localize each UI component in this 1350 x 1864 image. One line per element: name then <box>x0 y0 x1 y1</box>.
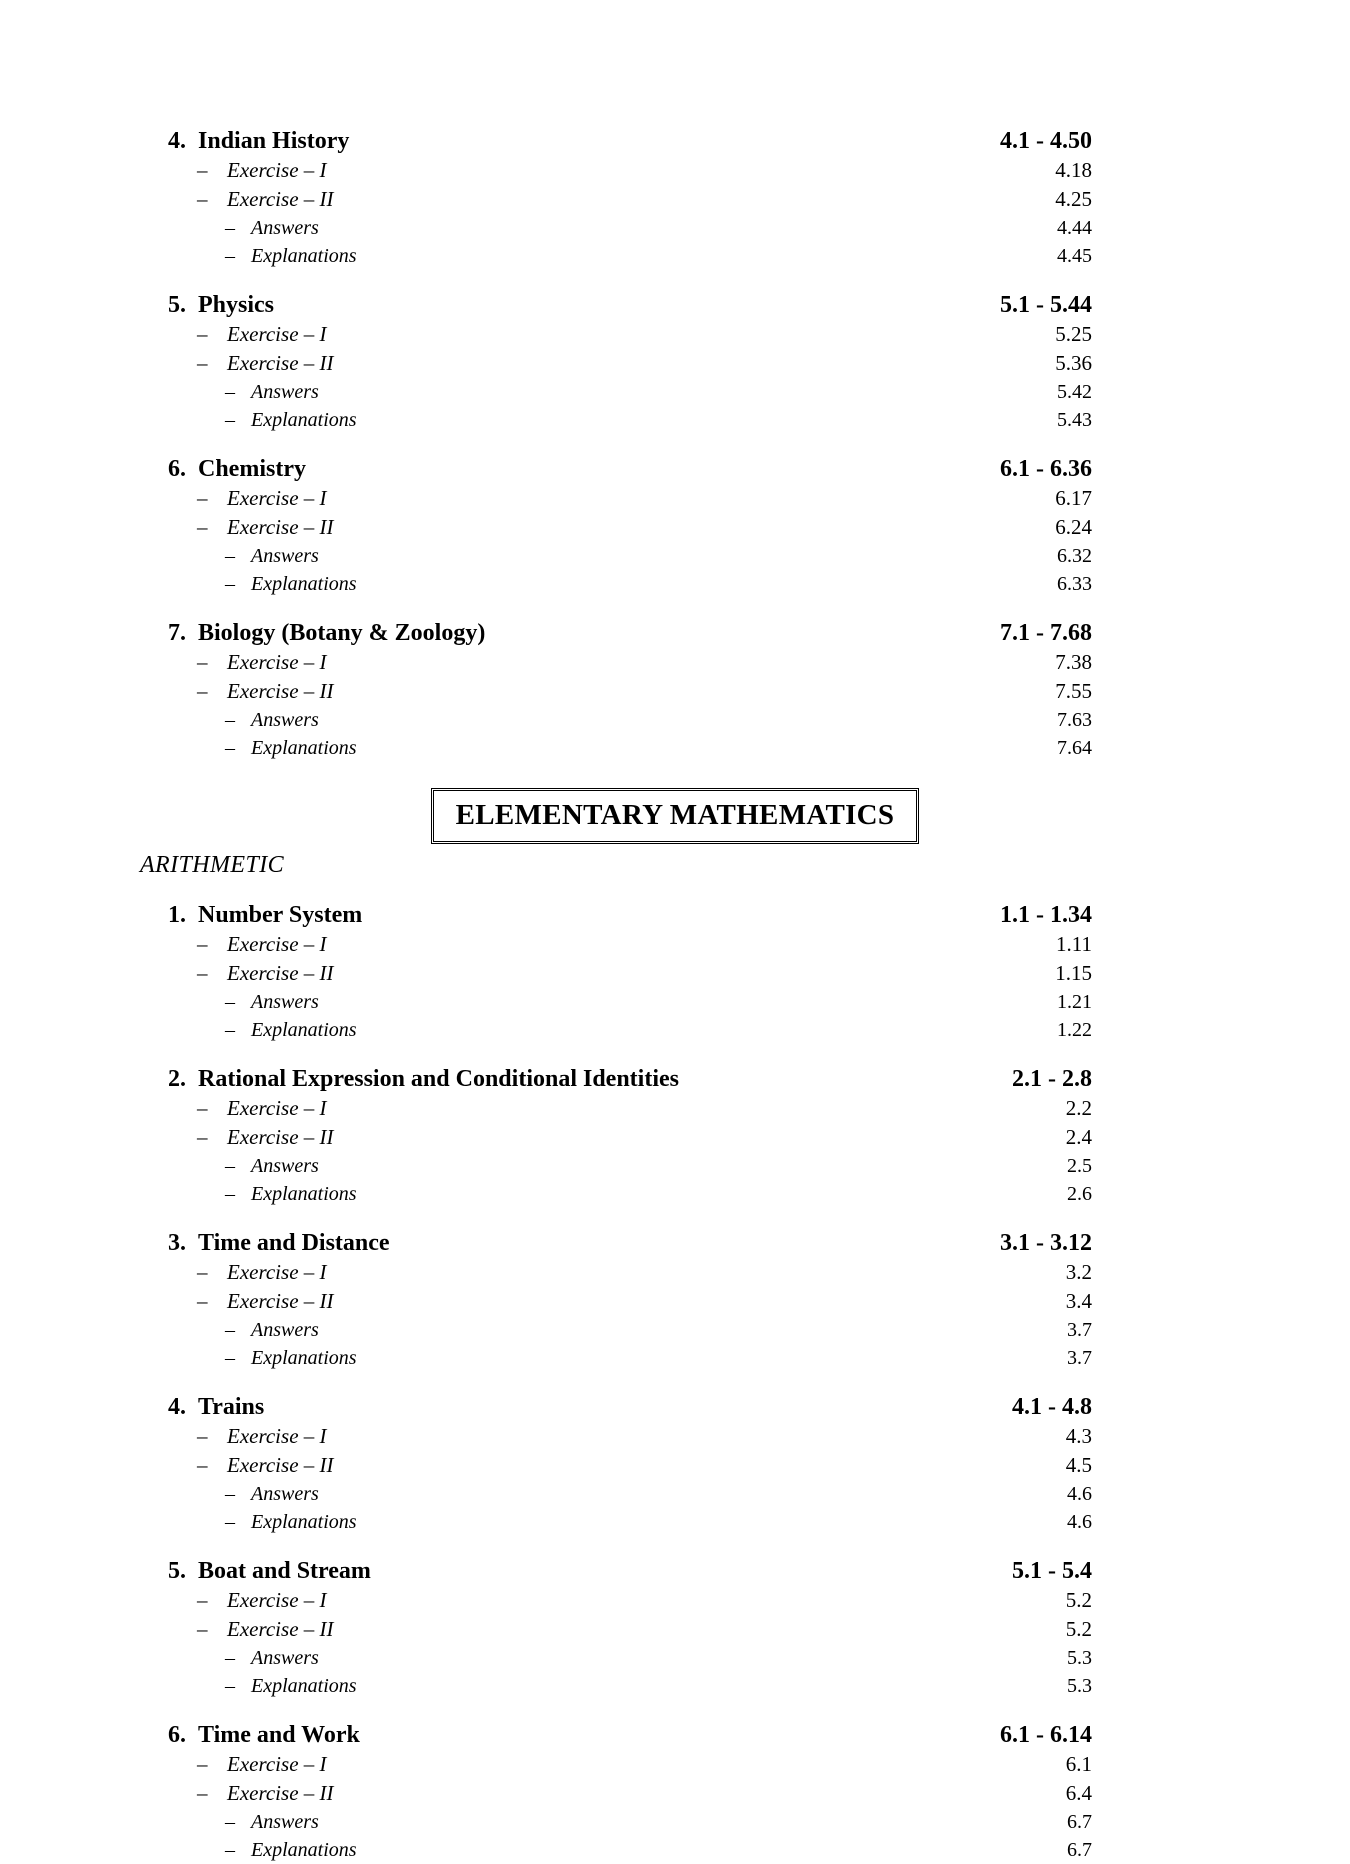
toc-exercise-row[interactable] <box>0 1287 1350 1316</box>
bullet-dash-icon: – <box>197 650 208 674</box>
toc-subentry-row[interactable] <box>0 1480 1350 1508</box>
section-banner-title: ELEMENTARY MATHEMATICS <box>431 788 920 844</box>
toc-subentry-row[interactable] <box>0 734 1350 762</box>
bullet-dash-icon: – <box>225 1647 235 1669</box>
toc-section <box>0 126 1350 762</box>
toc-exercise-row[interactable] <box>0 1586 1350 1615</box>
bullet-dash-icon: – <box>225 1019 235 1041</box>
toc-subentry-row[interactable] <box>0 1836 1350 1864</box>
bullet-dash-icon: – <box>197 158 208 182</box>
toc-section <box>0 788 1350 1864</box>
chapter-number: 2. <box>168 1066 186 1092</box>
subentry-label: Exercise – I <box>227 486 327 510</box>
subentry-label: Exercise – II <box>227 1125 334 1149</box>
subentry-page-number: 7.55 <box>1055 679 1092 703</box>
subentry-page-number: 2.4 <box>1065 1125 1092 1149</box>
chapter-number: 6. <box>168 1722 186 1748</box>
bullet-dash-icon: – <box>225 1319 235 1341</box>
chapter-page-range: 4.1 - 4.8 <box>1012 1394 1092 1420</box>
bullet-dash-icon: – <box>197 679 208 703</box>
subentry-label: Explanations <box>251 409 357 431</box>
subentry-label: Exercise – I <box>227 1752 327 1776</box>
bullet-dash-icon: – <box>197 1617 208 1641</box>
bullet-dash-icon: – <box>225 991 235 1013</box>
subentry-page-number: 1.15 <box>1055 961 1092 985</box>
subentry-page-number: 4.45 <box>1057 245 1092 267</box>
subentry-page-number: 5.3 <box>1067 1647 1092 1669</box>
toc-exercise-row[interactable] <box>0 959 1350 988</box>
subentry-page-number: 7.64 <box>1057 737 1092 759</box>
toc-exercise-row[interactable] <box>0 484 1350 513</box>
subentry-label: Explanations <box>251 1839 357 1861</box>
subentry-page-number: 3.7 <box>1067 1347 1092 1369</box>
toc-chapter-row[interactable] <box>0 290 1350 320</box>
bullet-dash-icon: – <box>197 187 208 211</box>
toc-exercise-row[interactable] <box>0 1094 1350 1123</box>
subentry-page-number: 6.4 <box>1065 1781 1092 1805</box>
toc-subentry-row[interactable] <box>0 1808 1350 1836</box>
subentry-page-number: 5.25 <box>1055 322 1092 346</box>
toc-chapter-row[interactable] <box>0 618 1350 648</box>
chapter-page-range: 5.1 - 5.44 <box>1000 292 1092 318</box>
subentry-page-number: 4.3 <box>1065 1424 1092 1448</box>
chapter-number: 3. <box>168 1230 186 1256</box>
subentry-label: Exercise – I <box>227 322 327 346</box>
bullet-dash-icon: – <box>225 1155 235 1177</box>
subentry-label: Exercise – I <box>227 650 327 674</box>
bullet-dash-icon: – <box>197 1453 208 1477</box>
bullet-dash-icon: – <box>197 1781 208 1805</box>
chapter-page-range: 1.1 - 1.34 <box>1000 902 1092 928</box>
bullet-dash-icon: – <box>197 1289 208 1313</box>
chapter-number: 5. <box>168 292 186 318</box>
subentry-label: Exercise – I <box>227 1260 327 1284</box>
subentry-page-number: 3.7 <box>1067 1319 1092 1341</box>
subentry-page-number: 2.5 <box>1067 1155 1092 1177</box>
chapter-page-range: 3.1 - 3.12 <box>1000 1230 1092 1256</box>
subentry-label: Exercise – I <box>227 158 327 182</box>
toc-exercise-row[interactable] <box>0 1615 1350 1644</box>
toc-chapter-row[interactable] <box>0 1556 1350 1586</box>
toc-chapter-row[interactable] <box>0 1392 1350 1422</box>
subentry-page-number: 6.1 <box>1065 1752 1092 1776</box>
toc-exercise-row[interactable] <box>0 1123 1350 1152</box>
subentry-page-number: 1.22 <box>1057 1019 1092 1041</box>
subentry-page-number: 4.6 <box>1067 1511 1092 1533</box>
chapter-number: 4. <box>168 128 186 154</box>
subentry-page-number: 4.6 <box>1067 1483 1092 1505</box>
toc-chapter-row[interactable] <box>0 126 1350 156</box>
subentry-page-number: 5.2 <box>1065 1588 1092 1612</box>
subentry-label: Explanations <box>251 1675 357 1697</box>
bullet-dash-icon: – <box>197 1096 208 1120</box>
toc-subentry-row[interactable] <box>0 378 1350 406</box>
toc-subentry-row[interactable] <box>0 570 1350 598</box>
subentry-page-number: 4.18 <box>1055 158 1092 182</box>
subentry-page-number: 6.32 <box>1057 545 1092 567</box>
bullet-dash-icon: – <box>225 709 235 731</box>
toc-exercise-row[interactable] <box>0 648 1350 677</box>
toc-exercise-row[interactable] <box>0 930 1350 959</box>
bullet-dash-icon: – <box>197 322 208 346</box>
subentry-label: Explanations <box>251 1347 357 1369</box>
subentry-page-number: 3.2 <box>1065 1260 1092 1284</box>
subentry-page-number: 6.7 <box>1067 1811 1092 1833</box>
bullet-dash-icon: – <box>225 1183 235 1205</box>
bullet-dash-icon: – <box>197 351 208 375</box>
chapter-title: Trains <box>198 1394 265 1420</box>
subentry-label: Answers <box>251 1647 319 1669</box>
bullet-dash-icon: – <box>225 737 235 759</box>
bullet-dash-icon: – <box>225 409 235 431</box>
subentry-label: Exercise – II <box>227 1781 334 1805</box>
subentry-page-number: 5.43 <box>1057 409 1092 431</box>
subentry-label: Exercise – II <box>227 351 334 375</box>
toc-subentry-row[interactable] <box>0 214 1350 242</box>
bullet-dash-icon: – <box>197 1125 208 1149</box>
chapter-title: Boat and Stream <box>198 1558 371 1584</box>
bullet-dash-icon: – <box>197 1752 208 1776</box>
bullet-dash-icon: – <box>225 1811 235 1833</box>
chapter-page-range: 6.1 - 6.14 <box>1000 1722 1092 1748</box>
subentry-label: Exercise – I <box>227 1424 327 1448</box>
chapter-title: Time and Distance <box>198 1230 390 1256</box>
subentry-label: Exercise – I <box>227 932 327 956</box>
chapter-title: Biology (Botany & Zoology) <box>198 620 486 646</box>
toc-exercise-row[interactable] <box>0 1451 1350 1480</box>
subentry-page-number: 4.25 <box>1055 187 1092 211</box>
toc-subentry-row[interactable] <box>0 1344 1350 1372</box>
subentry-label: Answers <box>251 1319 319 1341</box>
chapter-title: Time and Work <box>198 1722 360 1748</box>
chapter-number: 1. <box>168 902 186 928</box>
chapter-number: 5. <box>168 1558 186 1584</box>
chapter-title: Physics <box>198 292 275 318</box>
subentry-page-number: 2.6 <box>1067 1183 1092 1205</box>
bullet-dash-icon: – <box>225 1347 235 1369</box>
section-banner <box>0 788 1350 844</box>
toc-exercise-row[interactable] <box>0 320 1350 349</box>
chapter-page-range: 2.1 - 2.8 <box>1012 1066 1092 1092</box>
subentry-page-number: 6.17 <box>1055 486 1092 510</box>
chapter-number: 6. <box>168 456 186 482</box>
toc-subentry-row[interactable] <box>0 1508 1350 1536</box>
toc-exercise-row[interactable] <box>0 1258 1350 1287</box>
toc-exercise-row[interactable] <box>0 1422 1350 1451</box>
toc-chapter-row[interactable] <box>0 900 1350 930</box>
toc-subentry-row[interactable] <box>0 1152 1350 1180</box>
subentry-page-number: 7.63 <box>1057 709 1092 731</box>
chapter-page-range: 6.1 - 6.36 <box>1000 456 1092 482</box>
subentry-label: Answers <box>251 1483 319 1505</box>
bullet-dash-icon: – <box>225 245 235 267</box>
group-label: ARITHMETIC <box>140 852 284 878</box>
subentry-page-number: 5.3 <box>1067 1675 1092 1697</box>
subentry-label: Explanations <box>251 573 357 595</box>
subentry-label: Exercise – II <box>227 961 334 985</box>
bullet-dash-icon: – <box>225 1675 235 1697</box>
subentry-label: Exercise – II <box>227 1453 334 1477</box>
chapter-number: 7. <box>168 620 186 646</box>
toc-subentry-row[interactable] <box>0 1316 1350 1344</box>
subentry-label: Exercise – II <box>227 1289 334 1313</box>
subentry-page-number: 2.2 <box>1065 1096 1092 1120</box>
subentry-label: Answers <box>251 1811 319 1833</box>
bullet-dash-icon: – <box>225 1511 235 1533</box>
subentry-page-number: 1.21 <box>1057 991 1092 1013</box>
subentry-page-number: 6.7 <box>1067 1839 1092 1861</box>
subentry-label: Answers <box>251 545 319 567</box>
bullet-dash-icon: – <box>225 381 235 403</box>
chapter-title: Indian History <box>198 128 350 154</box>
subentry-label: Answers <box>251 381 319 403</box>
subentry-label: Answers <box>251 709 319 731</box>
bullet-dash-icon: – <box>225 1839 235 1861</box>
subentry-label: Explanations <box>251 245 357 267</box>
toc-subentry-row[interactable] <box>0 1644 1350 1672</box>
toc-subentry-row[interactable] <box>0 988 1350 1016</box>
bullet-dash-icon: – <box>197 932 208 956</box>
toc-subentry-row[interactable] <box>0 542 1350 570</box>
subentry-page-number: 5.2 <box>1065 1617 1092 1641</box>
bullet-dash-icon: – <box>197 1424 208 1448</box>
toc-chapter-row[interactable] <box>0 454 1350 484</box>
chapter-title: Chemistry <box>198 456 306 482</box>
subentry-label: Answers <box>251 217 319 239</box>
chapter-page-range: 5.1 - 5.4 <box>1012 1558 1092 1584</box>
bullet-dash-icon: – <box>225 573 235 595</box>
subentry-label: Exercise – II <box>227 679 334 703</box>
toc-subentry-row[interactable] <box>0 406 1350 434</box>
bullet-dash-icon: – <box>197 1588 208 1612</box>
subentry-page-number: 6.33 <box>1057 573 1092 595</box>
chapter-page-range: 7.1 - 7.68 <box>1000 620 1092 646</box>
subentry-label: Exercise – II <box>227 187 334 211</box>
toc-exercise-row[interactable] <box>0 677 1350 706</box>
toc-subentry-row[interactable] <box>0 242 1350 270</box>
subentry-label: Explanations <box>251 737 357 759</box>
toc-exercise-row[interactable] <box>0 349 1350 378</box>
toc-subentry-row[interactable] <box>0 706 1350 734</box>
toc-exercise-row[interactable] <box>0 1779 1350 1808</box>
toc-content <box>0 126 1350 1864</box>
toc-exercise-row[interactable] <box>0 156 1350 185</box>
subentry-page-number: 1.11 <box>1056 932 1092 956</box>
subentry-page-number: 3.4 <box>1065 1289 1092 1313</box>
subentry-label: Exercise – II <box>227 515 334 539</box>
subentry-label: Answers <box>251 991 319 1013</box>
subentry-label: Answers <box>251 1155 319 1177</box>
chapter-number: 4. <box>168 1394 186 1420</box>
subentry-page-number: 4.44 <box>1057 217 1092 239</box>
subentry-page-number: 5.42 <box>1057 381 1092 403</box>
subentry-page-number: 4.5 <box>1065 1453 1092 1477</box>
bullet-dash-icon: – <box>197 486 208 510</box>
toc-exercise-row[interactable] <box>0 185 1350 214</box>
toc-chapter-row[interactable] <box>0 1064 1350 1094</box>
subentry-label: Exercise – I <box>227 1096 327 1120</box>
subentry-page-number: 5.36 <box>1055 351 1092 375</box>
subentry-page-number: 7.38 <box>1055 650 1092 674</box>
bullet-dash-icon: – <box>197 1260 208 1284</box>
toc-chapter-row[interactable] <box>0 1228 1350 1258</box>
subentry-label: Explanations <box>251 1019 357 1041</box>
subentry-label: Explanations <box>251 1511 357 1533</box>
bullet-dash-icon: – <box>225 545 235 567</box>
toc-subentry-row[interactable] <box>0 1180 1350 1208</box>
subentry-label: Exercise – II <box>227 1617 334 1641</box>
bullet-dash-icon: – <box>197 515 208 539</box>
chapter-page-range: 4.1 - 4.50 <box>1000 128 1092 154</box>
chapter-title: Number System <box>198 902 363 928</box>
subentry-label: Explanations <box>251 1183 357 1205</box>
toc-exercise-row[interactable] <box>0 1750 1350 1779</box>
toc-exercise-row[interactable] <box>0 513 1350 542</box>
toc-subentry-row[interactable] <box>0 1672 1350 1700</box>
bullet-dash-icon: – <box>225 217 235 239</box>
bullet-dash-icon: – <box>197 961 208 985</box>
toc-subentry-row[interactable] <box>0 1016 1350 1044</box>
chapter-title: Rational Expression and Conditional Identities <box>198 1066 679 1092</box>
subentry-page-number: 6.24 <box>1055 515 1092 539</box>
subentry-label: Exercise – I <box>227 1588 327 1612</box>
bullet-dash-icon: – <box>225 1483 235 1505</box>
